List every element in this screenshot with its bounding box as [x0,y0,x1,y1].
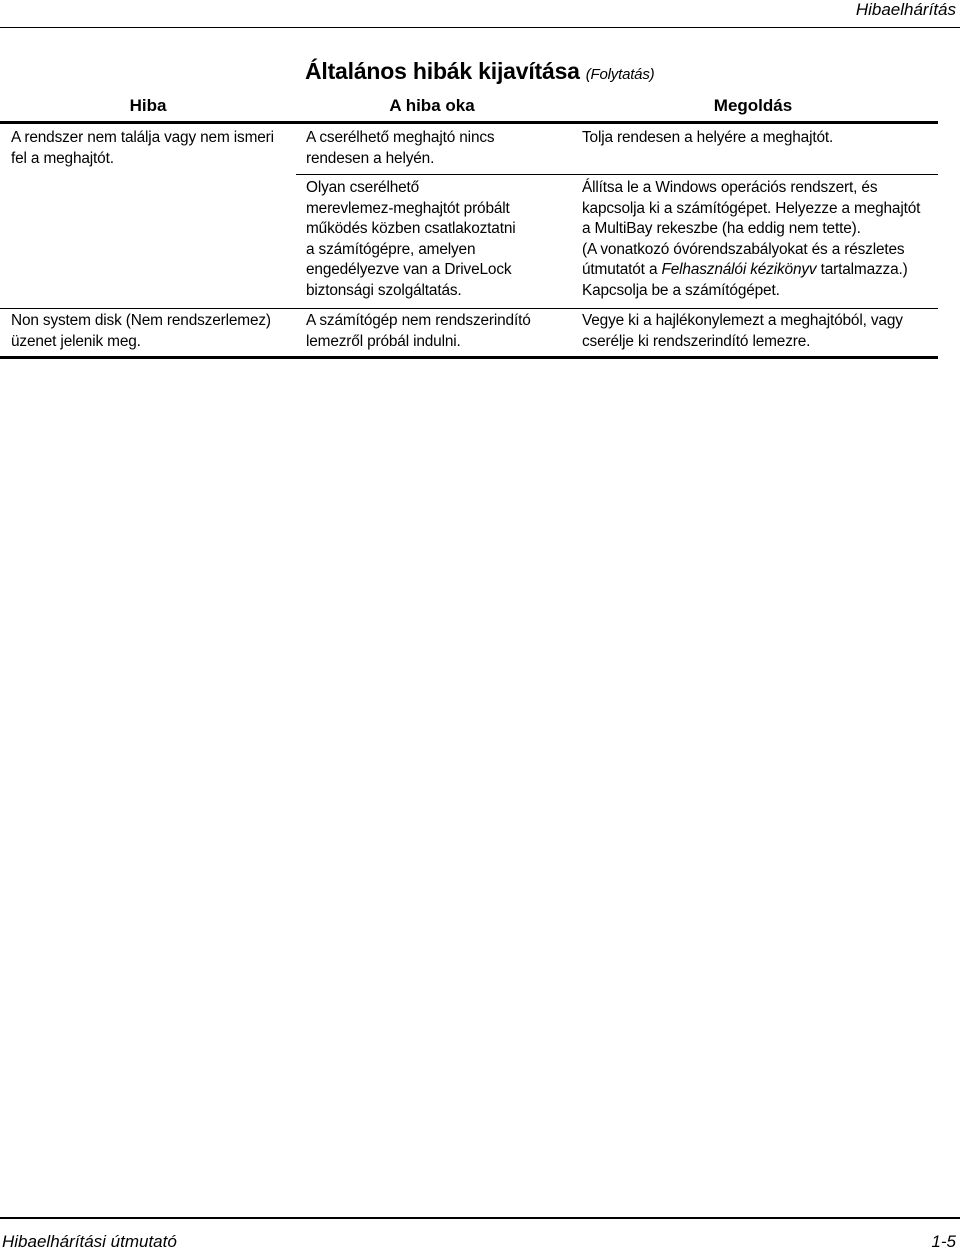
row2-cause-line: merevlemez-meghajtót próbált [306,199,510,217]
row2-solution-line: Állítsa le a Windows operációs rendszert, és [582,179,878,196]
row2-solution-line: kapcsolja ki a számítógépet. Helyezze a meghajtót [582,199,921,217]
column-header-solution: Megoldás [713,96,793,115]
row1-problem-line: A rendszer nem találja vagy nem ismeri [11,129,274,146]
row3-problem [11,311,271,352]
table-top-rule [0,121,938,124]
row2-solution-line: (A vonatkozó óvórendszabályokat és a részletes [582,240,905,258]
row2-cause-line: Olyan cserélhető [306,179,420,196]
row1-separator [296,174,938,175]
row3-cause [306,311,531,352]
guide-title: Hibaelhárítási útmutató [2,1232,177,1251]
row1-problem-line: fel a meghajtót. [11,149,114,167]
user-guide-title: Felhasználói kézikönyv [661,261,817,278]
section-title-continuation: (Folytatás) [585,66,655,83]
row3-cause-line: A számítógép nem rendszerindító [306,312,531,329]
row1-cause-line: A cserélhető meghajtó nincs [306,129,495,146]
row1-cause-line: rendesen a helyén. [306,149,435,167]
row2-cause-line: a számítógépre, amelyen [306,240,476,258]
row2-solution [582,178,920,301]
row2-separator [0,308,938,309]
header-rule [0,27,960,28]
row3-problem-line: Non system disk (Nem rendszerlemez) [11,312,271,329]
row3-solution [582,311,903,352]
row2-solution-text: tartalmazza.) [816,261,908,278]
row3-problem-line: üzenet jelenik meg. [11,332,141,350]
row1-cause [306,128,494,169]
section-title [305,58,654,85]
column-header-problem: Hiba [129,96,167,115]
row3-solution-line: cserélje ki rendszerindító lemezre. [582,332,811,350]
row2-solution-line [582,260,920,281]
row1-solution [582,128,833,149]
section-title-text: Általános hibák kijavítása [305,58,580,84]
page-number: 1-5 [931,1232,956,1251]
row1-solution-line: Tolja rendesen a helyére a meghajtót. [582,129,834,146]
row2-solution-line: a MultiBay rekeszbe (ha eddig nem tette). [582,220,861,237]
column-header-cause: A hiba oka [389,96,475,115]
table-bottom-rule [0,356,938,359]
row2-cause-line: működés közben csatlakoztatni [306,220,516,237]
chapter-title: Hibaelhárítás [855,0,956,19]
row2-solution-text: útmutatót a [582,261,662,278]
footer-rule [0,1217,960,1219]
row3-solution-line: Vegye ki a hajlékonylemezt a meghajtóból, vagy [582,312,903,329]
row2-cause-line: biztonsági szolgáltatás. [306,281,462,299]
row2-cause-line: engedélyezve van a DriveLock [306,261,512,278]
row1-problem [11,128,274,169]
row2-cause [306,178,516,301]
row2-solution-line: Kapcsolja be a számítógépet. [582,281,780,299]
row3-cause-line: lemezről próbál indulni. [306,332,461,350]
